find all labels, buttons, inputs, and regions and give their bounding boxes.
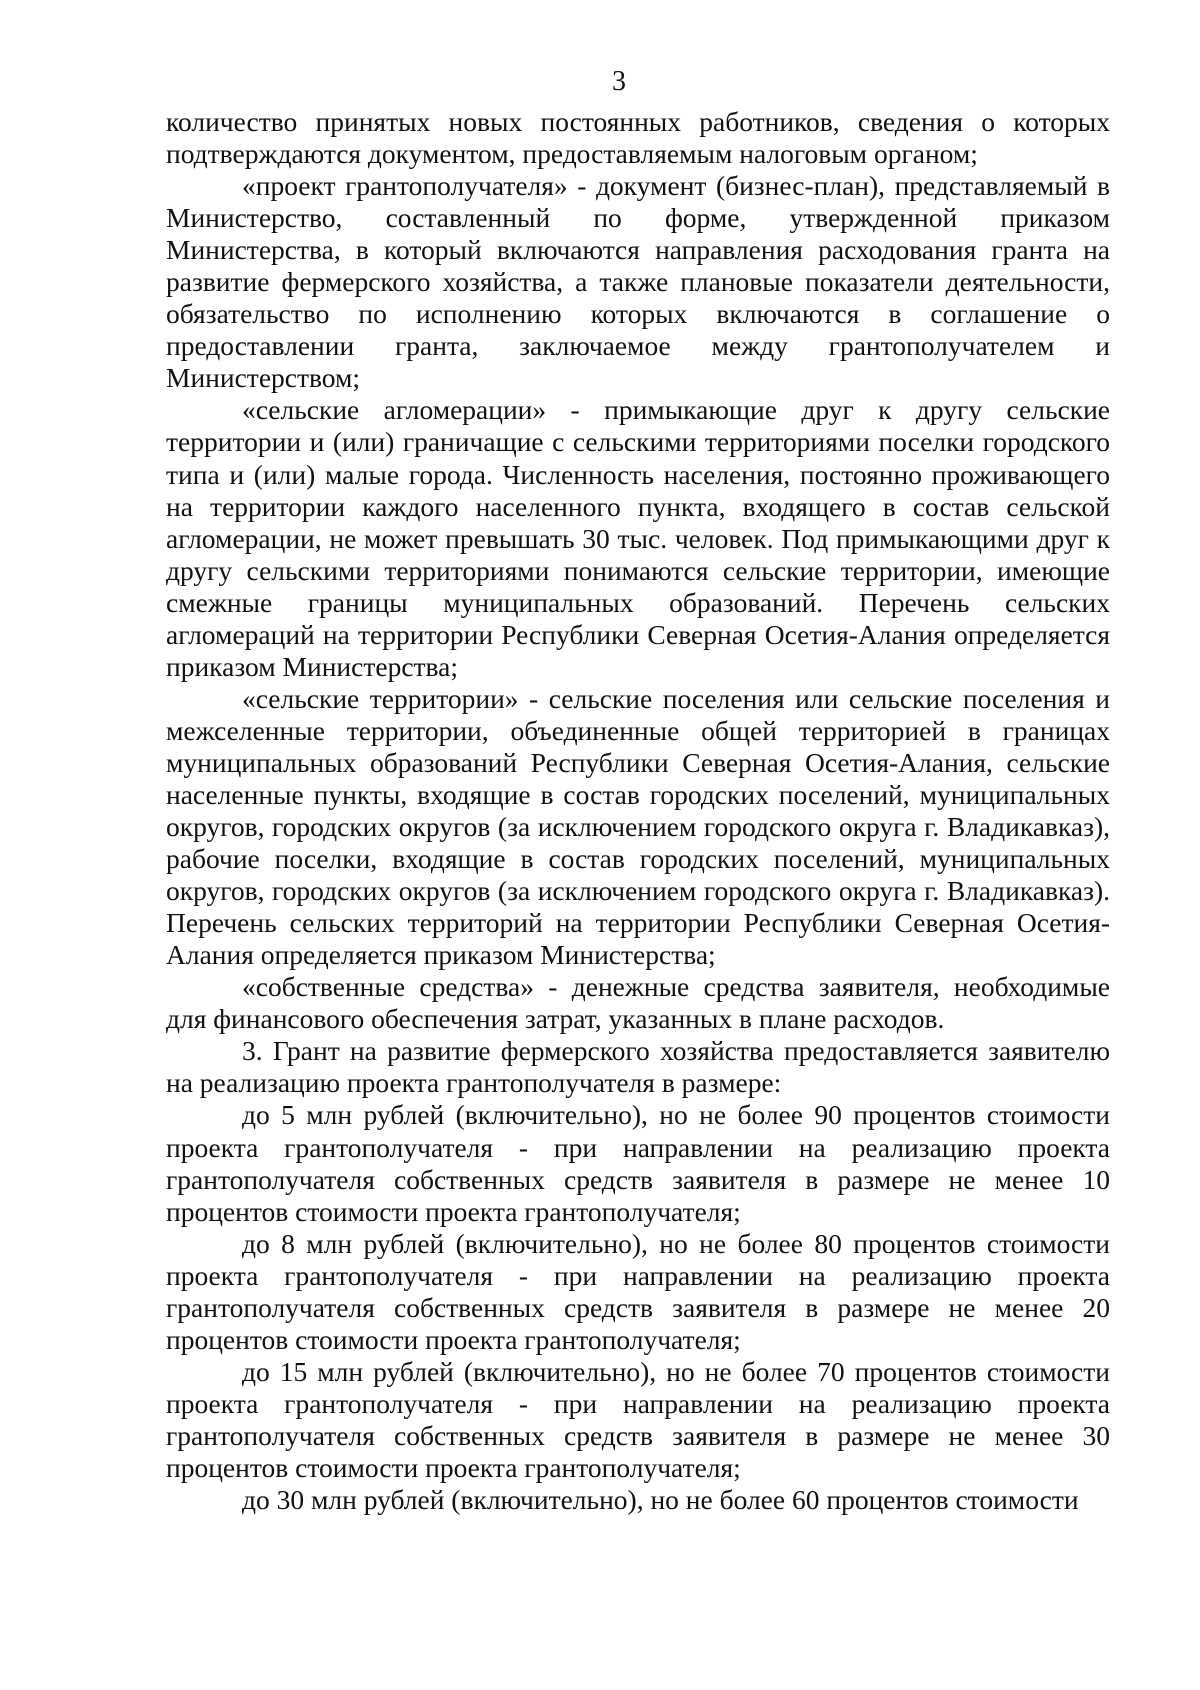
paragraph-workers-definition-end: количество принятых новых постоянных работников, сведения о которых подтверждаются документом, предоставляемым налоговым органом;	[166, 106, 1110, 170]
paragraph-grant-amount-intro: 3. Грант на развитие фермерского хозяйства предоставляется заявителю на реализацию проекта грантополучателя в размере:	[166, 1035, 1110, 1099]
paragraph-rural-agglomerations-definition: «сельские агломерации» - примыкающие друг к другу сельские территории и (или) граничащие с сельскими территориями поселки городского типа и (или) малые города. Численность населения, постоянно проживающего на территории каждого населенного пункта, входящего в состав сельской агломерации, не может превышать 30 тыс. человек. Под примыкающими друг к другу сельскими территориями понимаются сельские территории, имеющие смежные границы муниципальных образований. Перечень сельских агломераций на территории Республики Северная Осетия-Алания определяется приказом Министерства;	[166, 394, 1110, 682]
paragraph-grant-project-definition: «проект грантополучателя» - документ (бизнес-план), представляемый в Министерство, составленный по форме, утвержденной приказом Министерства, в который включаются направления расходования гранта на развитие фермерского хозяйства, а также плановые показатели деятельности, обязательство по исполнению которых включаются в соглашение о предоставлении гранта, заключаемое между грантополучателем и Министерством;	[166, 170, 1110, 394]
paragraph-grant-tier-30mln: до 30 млн рублей (включительно), но не более 60 процентов стоимости	[242, 1484, 1079, 1516]
document-body	[166, 106, 1110, 1516]
paragraph-own-funds-definition: «собственные средства» - денежные средства заявителя, необходимые для финансового обеспечения затрат, указанных в плане расходов.	[166, 971, 1110, 1035]
paragraph-grant-tier-5mln: до 5 млн рублей (включительно), но не более 90 процентов стоимости проекта грантополучателя - при направлении на реализацию проекта грантополучателя собственных средств заявителя в размере не менее 10 процентов стоимости проекта грантополучателя;	[166, 1099, 1110, 1227]
paragraph-grant-tier-15mln: до 15 млн рублей (включительно), но не более 70 процентов стоимости проекта грантополучателя - при направлении на реализацию проекта грантополучателя собственных средств заявителя в размере не менее 30 процентов стоимости проекта грантополучателя;	[166, 1355, 1110, 1483]
page-number: 3	[612, 66, 626, 97]
paragraph-grant-tier-8mln: до 8 млн рублей (включительно), но не более 80 процентов стоимости проекта грантополучателя - при направлении на реализацию проекта грантополучателя собственных средств заявителя в размере не менее 20 процентов стоимости проекта грантополучателя;	[166, 1227, 1110, 1355]
paragraph-rural-territories-definition: «сельские территории» - сельские поселения или сельские поселения и межселенные территории, объединенные общей территорией в границах муниципальных образований Республики Северная Осетия-Алания, сельские населенные пункты, входящие в состав городских поселений, муниципальных округов, городских округов (за исключением городского округа г. Владикавказ), рабочие поселки, входящие в состав городских поселений, муниципальных округов, городских округов (за исключением городского округа г. Владикавказ). Перечень сельских территорий на территории Республики Северная Осетия-Алания определяется приказом Министерства;	[166, 682, 1110, 971]
